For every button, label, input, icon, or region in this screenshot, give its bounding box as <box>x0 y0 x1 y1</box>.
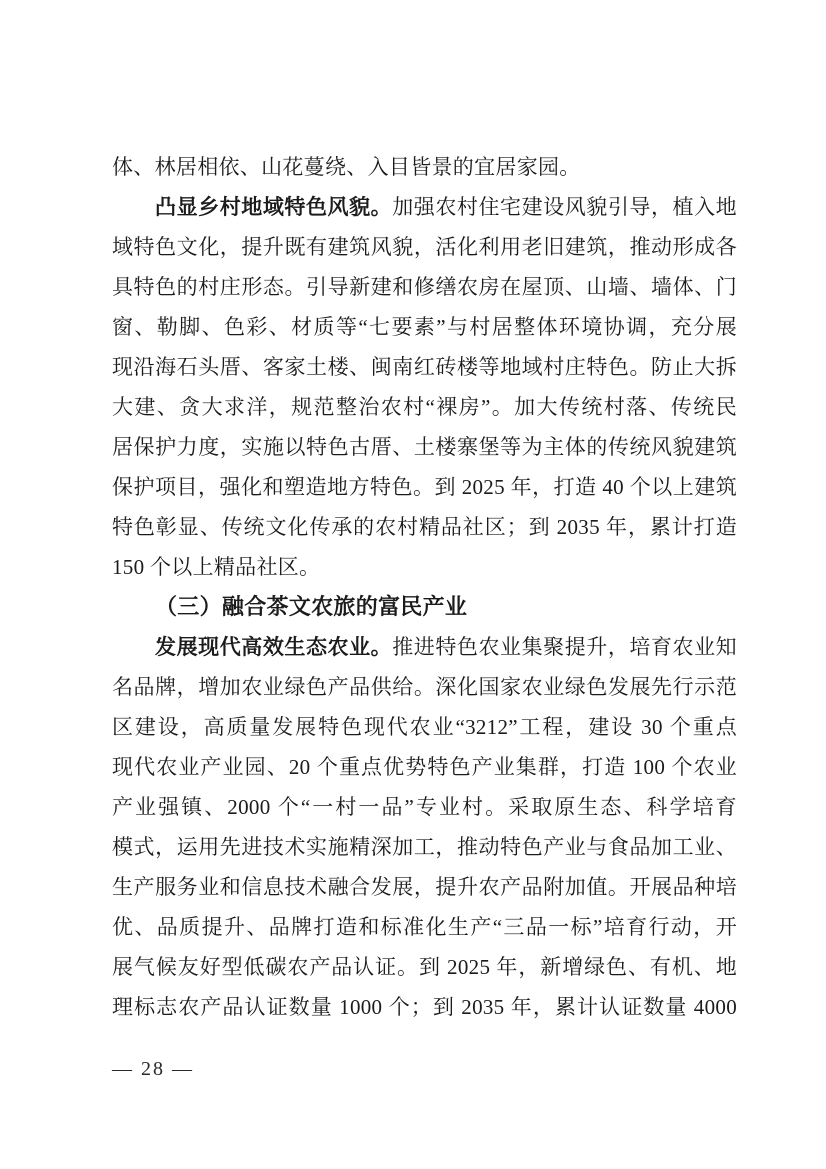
text-line <box>112 347 737 387</box>
text-line <box>112 707 737 747</box>
page-number: — 28 — <box>112 1058 194 1080</box>
text-line <box>112 987 737 1027</box>
body-text: 展气候友好型低碳农产品认证。到 2025 年，新增绿色、有机、地 <box>112 955 737 979</box>
body-text: 理标志农产品认证数量 1000 个；到 2035 年，累计认证数量 4000 <box>112 995 737 1019</box>
document-body <box>112 147 737 1027</box>
text-line <box>112 507 737 547</box>
text-line <box>112 627 737 667</box>
body-text: 生产服务业和信息技术融合发展，提升农产品附加值。开展品种培 <box>112 875 737 899</box>
body-text: 加强农村住宅建设风貌引导，植入地 <box>392 195 737 219</box>
body-text: 具特色的村庄形态。引导新建和修缮农房在屋顶、山墙、墙体、门 <box>112 275 737 299</box>
body-text: 大建、贪大求洋，规范整治农村“裸房”。加大传统村落、传统民 <box>112 395 737 419</box>
text-line <box>112 427 737 467</box>
text-line <box>112 267 737 307</box>
body-text: 模式，运用先进技术实施精深加工，推动特色产业与食品加工业、 <box>112 835 737 859</box>
text-line <box>112 547 737 587</box>
body-text: 产业强镇、2000 个“一村一品”专业村。采取原生态、科学培育 <box>112 795 737 819</box>
body-text: 域特色文化，提升既有建筑风貌，活化利用老旧建筑，推动形成各 <box>112 235 737 259</box>
body-text: 现沿海石头厝、客家土楼、闽南红砖楼等地域村庄特色。防止大拆 <box>112 355 737 379</box>
text-line <box>112 667 737 707</box>
text-line <box>112 307 737 347</box>
text-line <box>112 467 737 507</box>
text-line <box>112 227 737 267</box>
bold-lead-text: 发展现代高效生态农业。 <box>155 635 393 659</box>
text-line <box>112 187 737 227</box>
body-text: 特色彰显、传统文化传承的农村精品社区；到 2035 年，累计打造 <box>112 515 737 539</box>
body-text: 居保护力度，实施以特色古厝、土楼寨堡等为主体的传统风貌建筑 <box>112 435 737 459</box>
bold-lead-text: （三）融合茶文农旅的富民产业 <box>155 594 468 619</box>
body-text: 体、林居相依、山花蔓绕、入目皆景的宜居家园。 <box>112 155 581 179</box>
text-line <box>112 867 737 907</box>
text-line <box>112 827 737 867</box>
body-text: 区建设，高质量发展特色现代农业“3212”工程，建设 30 个重点 <box>112 715 737 739</box>
bold-lead-text: 凸显乡村地域特色风貌。 <box>155 195 393 219</box>
body-text: 150 个以上精品社区。 <box>112 555 321 579</box>
body-text: 优、品质提升、品牌打造和标准化生产“三品一标”培育行动，开 <box>112 915 737 939</box>
body-text: 窗、勒脚、色彩、材质等“七要素”与村居整体环境协调，充分展 <box>112 315 737 339</box>
text-line <box>112 907 737 947</box>
body-text: 现代农业产业园、20 个重点优势特色产业集群，打造 100 个农业 <box>112 755 737 779</box>
text-line <box>112 787 737 827</box>
text-line <box>112 747 737 787</box>
body-text: 名品牌，增加农业绿色产品供给。深化国家农业绿色发展先行示范 <box>112 675 737 699</box>
page-footer <box>112 1056 194 1082</box>
section-heading <box>112 587 737 627</box>
text-line <box>112 387 737 427</box>
body-text: 保护项目，强化和塑造地方特色。到 2025 年，打造 40 个以上建筑 <box>112 475 737 499</box>
text-line <box>112 947 737 987</box>
text-line <box>112 147 737 187</box>
body-text: 推进特色农业集聚提升，培育农业知 <box>392 635 737 659</box>
